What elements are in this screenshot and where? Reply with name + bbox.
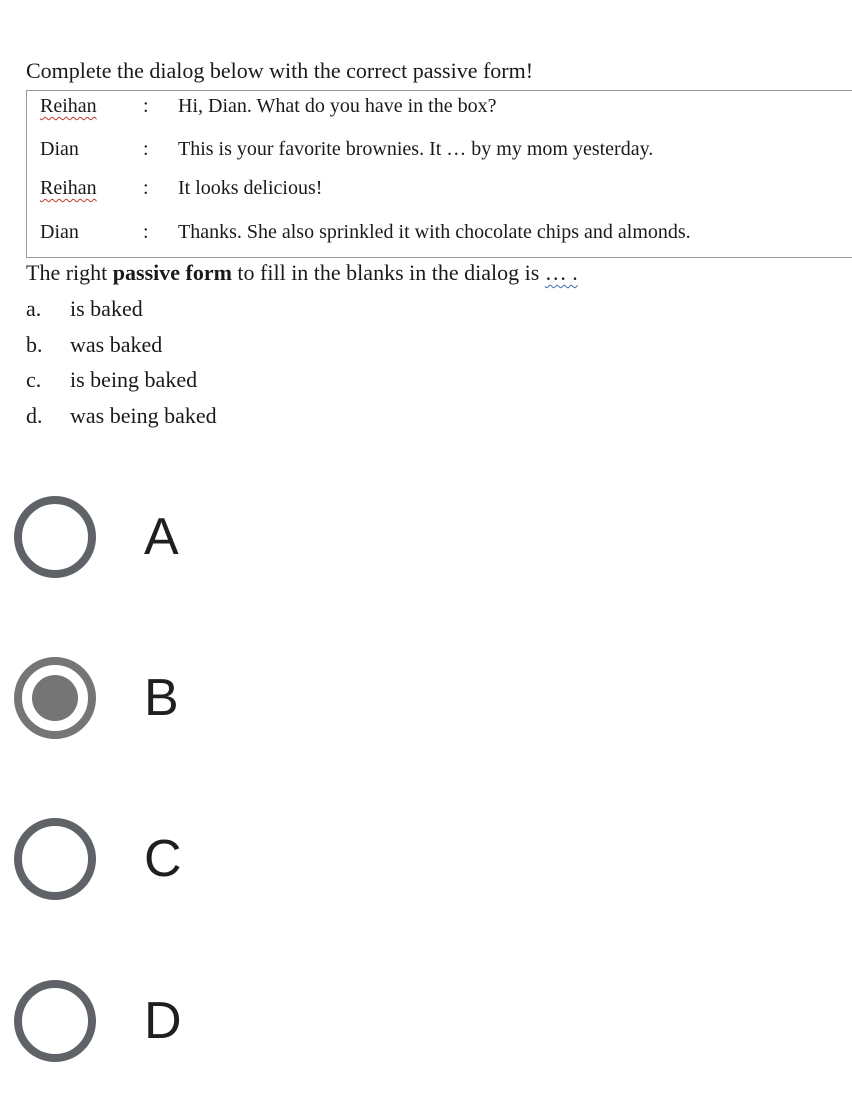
choice-label-a[interactable]: A (144, 508, 179, 566)
dialog-speaker: Dian (40, 221, 79, 243)
dialog-line: Thanks. She also sprinkled it with chocolate chips and almonds. (178, 221, 691, 243)
choice-label-b[interactable]: B (144, 669, 179, 727)
option-text: is being baked (70, 367, 198, 392)
option-text: is baked (70, 296, 143, 321)
dialog-table (26, 90, 852, 258)
dialog-speaker: Reihan (40, 177, 97, 199)
choice-a[interactable] (0, 440, 852, 600)
question-prompt (26, 260, 578, 286)
radio-button-c[interactable] (14, 818, 96, 900)
option-letter: b. (26, 332, 43, 357)
choice-label-d[interactable]: D (144, 992, 182, 1050)
prompt-blank: … . (544, 260, 578, 285)
option-letter: a. (26, 296, 42, 321)
prompt-bold: passive form (112, 260, 232, 285)
prompt-end: to fill in the blanks in the dialog is (231, 260, 545, 285)
dialog-colon: : (143, 138, 149, 160)
dialog-colon: : (143, 177, 149, 199)
choice-d[interactable] (0, 924, 852, 1084)
option-letter: c. (26, 367, 42, 392)
choice-c[interactable] (0, 762, 852, 922)
option-line (26, 403, 217, 429)
dialog-row (27, 95, 852, 135)
choice-b[interactable] (0, 601, 852, 761)
option-line (26, 367, 197, 393)
option-text: was being baked (70, 403, 217, 428)
dialog-line: Hi, Dian. What do you have in the box? (178, 95, 497, 117)
dialog-speaker: Reihan (40, 95, 97, 117)
answer-choices (0, 440, 852, 1098)
option-text: was baked (70, 332, 163, 357)
prompt-start: The right (26, 260, 113, 285)
dialog-colon: : (143, 221, 149, 243)
radio-button-a[interactable] (14, 496, 96, 578)
dialog-colon: : (143, 95, 149, 117)
option-line (26, 332, 162, 358)
choice-label-c[interactable]: C (144, 830, 182, 888)
option-line (26, 296, 143, 322)
dialog-row (27, 177, 852, 217)
option-letter: d. (26, 403, 43, 428)
instruction-text: Complete the dialog below with the correct passive form! (26, 58, 534, 83)
dialog-row (27, 138, 852, 178)
radio-button-b[interactable] (14, 657, 96, 739)
radio-selected-dot-icon (32, 675, 78, 721)
dialog-line: It looks delicious! (178, 177, 323, 199)
dialog-speaker: Dian (40, 138, 79, 160)
dialog-row (27, 221, 852, 261)
dialog-line: This is your favorite brownies. It … by my mom yesterday. (178, 138, 654, 160)
question-image (0, 0, 852, 440)
radio-button-d[interactable] (14, 980, 96, 1062)
